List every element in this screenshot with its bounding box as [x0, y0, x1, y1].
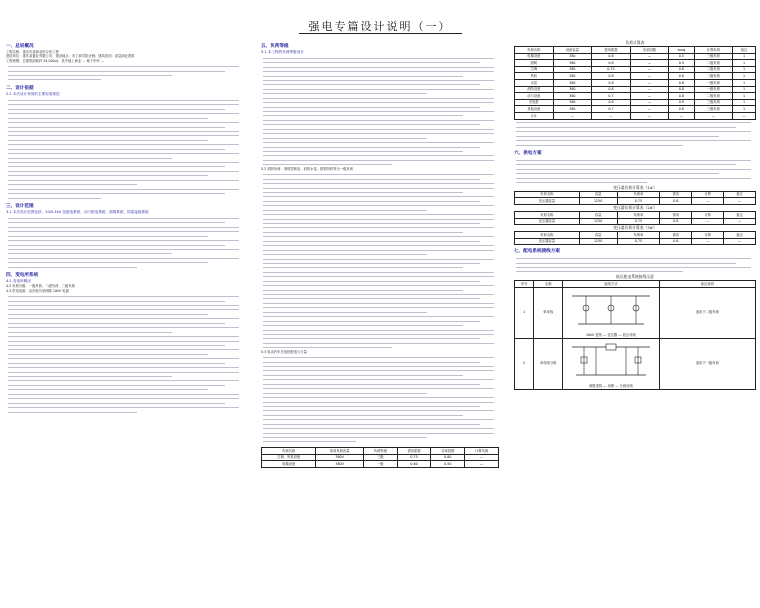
- table-cell: —: [724, 218, 756, 225]
- title-text: 强电专篇设计说明（一）: [299, 20, 462, 34]
- table-cell: 二级负荷: [694, 60, 733, 67]
- table-cell: 空调: [515, 66, 554, 73]
- table-cell: 0.8: [669, 106, 694, 113]
- table-cell: 适用于二级负荷: [659, 287, 755, 338]
- section-heading-wiring: 七、配电系统接线方案: [514, 249, 560, 255]
- table-header-row: [262, 448, 499, 455]
- table-cell: 充电桩: [515, 99, 554, 106]
- table-cell: 适用于一级负荷: [659, 338, 755, 389]
- table-header-cell: 计算负荷: [694, 47, 733, 54]
- table-cell: 合计: [515, 112, 554, 119]
- table-cell: 0.8: [669, 93, 694, 100]
- table-cell: 一级负荷: [694, 79, 733, 86]
- table-cell: 380: [553, 79, 592, 86]
- section-heading-substation: 四、变电所系统: [6, 273, 39, 279]
- section-heading-load: 五、负荷等级: [261, 44, 289, 49]
- load-summary-table: [261, 447, 499, 468]
- table-cell: 动力设备: [515, 93, 554, 100]
- table-cell: 1: [733, 73, 756, 80]
- table-header-cell: 计算负荷: [465, 448, 499, 455]
- substation-subheading: 4.1 变电所概况: [6, 279, 31, 284]
- table-cell: 0.75: [397, 454, 431, 461]
- table-cell: 0.9: [669, 60, 694, 67]
- table-cell: 三级负荷: [694, 53, 733, 60]
- table-header-cell: 接线方式: [563, 281, 659, 288]
- overview-item-2: 建设单位：重庆某置业有限公司；建设地点：市工商学院北侧；建筑类别：高层商业建筑: [6, 54, 135, 59]
- table-cell: 380: [553, 53, 592, 60]
- table-row: [515, 338, 756, 389]
- overview-item-1: 工程名称：重庆市某商业综合体工程: [6, 50, 59, 54]
- substation-para-1: 4.2 负荷分级：一级负荷、二级负荷、三级负荷: [6, 284, 75, 289]
- basis-subheading: 2.1 本次设计采用的主要标准规范：: [6, 92, 64, 97]
- table-cell: 380: [553, 73, 592, 80]
- load-subheading: 5.1 本工程的负荷等级划分: [261, 50, 304, 54]
- table-cell: 电梯设备: [262, 461, 316, 468]
- table-cell: —: [553, 112, 592, 119]
- table-cell: 变压器容量: [515, 238, 580, 245]
- table-cell: —: [630, 93, 669, 100]
- table-cell: 照明: [515, 60, 554, 67]
- wiring-desc-1: 10kV 进线 — 变压器 — 低压母线: [585, 333, 636, 338]
- section-heading-overview: 一、总说概况: [6, 44, 34, 49]
- page-title: [0, 18, 760, 34]
- transformer-table-1-title: 变压器负荷计算表（1#）: [613, 184, 657, 190]
- table-header-cell: 容量: [579, 232, 617, 239]
- table-cell: 0.8: [669, 79, 694, 86]
- table-cell: —: [692, 198, 724, 205]
- table-header-cell: 单项负荷容量: [316, 448, 364, 455]
- table-cell: 三级负荷: [694, 106, 733, 113]
- table-cell: 0.8: [669, 86, 694, 93]
- scope-subheading: 3.1 本次设计范围包括：10/0.4kV 变配电系统、动力配电系统、照明系统、防雷接地系统: [6, 210, 149, 215]
- table-row: [515, 86, 756, 93]
- table-header-cell: 备注: [733, 47, 756, 54]
- table-cell: —: [692, 218, 724, 225]
- table-cell: —: [669, 112, 694, 119]
- table-header-row: [515, 232, 756, 239]
- table-header-cell: 设备容量: [553, 47, 592, 54]
- transformer-table-2-title: 变压器负荷计算表（2#）: [613, 204, 657, 210]
- table-cell: 0.8: [660, 238, 692, 245]
- table-cell: 380: [553, 66, 592, 73]
- table-cell: 1: [733, 93, 756, 100]
- section-heading-basis: 二、设计依据: [6, 86, 34, 92]
- transformer-table-3: [514, 231, 756, 245]
- table-header-cell: 计算: [692, 211, 724, 218]
- table-cell: —: [630, 112, 669, 119]
- table-cell: 变压器容量: [515, 198, 580, 205]
- table-cell: 单母线分段: [534, 338, 563, 389]
- column-2: [261, 40, 499, 468]
- single-bus-diagram: [566, 288, 656, 332]
- table-cell: —: [630, 86, 669, 93]
- table-row: [515, 287, 756, 338]
- table-cell: 0.75: [617, 198, 660, 205]
- table-row: [515, 112, 756, 119]
- table-header-cell: 需用: [660, 211, 692, 218]
- table-cell: 0.8: [669, 73, 694, 80]
- table-header-cell: 计算: [692, 232, 724, 239]
- column-1: [6, 40, 244, 414]
- table-header-cell: 负荷名称: [262, 448, 316, 455]
- scope-text-lines: [6, 216, 244, 269]
- table-cell: 1: [733, 79, 756, 86]
- table-cell: 0.50: [431, 461, 465, 468]
- table-cell: —: [630, 66, 669, 73]
- table-header-cell: 容量: [579, 191, 617, 198]
- table-header-cell: 名称: [534, 281, 563, 288]
- table-row: [515, 106, 756, 113]
- table-cell: 380V: [316, 454, 364, 461]
- table-row: [515, 93, 756, 100]
- table-header-cell: 备注说明: [659, 281, 755, 288]
- table-header-cell: 负荷率: [617, 232, 660, 239]
- table-row: [515, 79, 756, 86]
- wiring-diagram-table: [514, 280, 756, 389]
- table-row: [515, 218, 756, 225]
- table-cell: 0.7: [592, 93, 631, 100]
- table-cell: 一级: [363, 461, 397, 468]
- table-row: [515, 99, 756, 106]
- load-notes-lines: [514, 121, 756, 148]
- table-header-row: [515, 191, 756, 198]
- basis-text-lines: [6, 98, 244, 200]
- load-text-lines-c: [261, 355, 499, 444]
- table-cell: 2: [515, 338, 534, 389]
- table-cell: 0.8: [592, 60, 631, 67]
- table-cell: 消防设备: [515, 86, 554, 93]
- table-header-cell: 备注: [724, 211, 756, 218]
- table-cell: 0.75: [592, 66, 631, 73]
- substation-para-2: 4.3 供电电源：由市政引来两路 10kV 电源: [6, 288, 69, 293]
- table-cell: 1: [733, 86, 756, 93]
- transformer-table-3-title: 变压器负荷计算表（3#）: [613, 225, 657, 231]
- table-cell: 一级负荷: [694, 86, 733, 93]
- table-cell: 380: [553, 106, 592, 113]
- table-row: [515, 198, 756, 205]
- table-header-cell: 负荷率: [617, 211, 660, 218]
- table-header-cell: 负荷名称: [515, 47, 554, 54]
- table-cell: —: [592, 112, 631, 119]
- table-cell: 二级负荷: [694, 93, 733, 100]
- table-header-cell: 计算: [692, 191, 724, 198]
- wiring-diagram-title: 低压配电系统接线示意: [616, 274, 654, 280]
- table-cell: 变压器容量: [515, 218, 580, 225]
- load-para-fire: 5.2 消防负荷：消防控制室、消防水泵、排烟风机等为一级负荷: [261, 166, 354, 171]
- table-cell: 其他设备: [515, 106, 554, 113]
- table-cell: —: [630, 79, 669, 86]
- section-heading-supply: 六、供电方案: [514, 151, 542, 157]
- wiring-desc-2: 两路进线 — 母联 — 分段母线: [588, 384, 633, 389]
- table-cell: 380V: [316, 461, 364, 468]
- table-cell: 0.8: [592, 73, 631, 80]
- table-cell: 1: [733, 53, 756, 60]
- load-calculation-body: [515, 53, 756, 119]
- table-cell: —: [465, 461, 499, 468]
- table-cell: 二级负荷: [694, 66, 733, 73]
- supply-text-lines: [514, 158, 756, 185]
- table-row: [515, 238, 756, 245]
- table-cell: 风机: [515, 73, 554, 80]
- column-3: [514, 40, 756, 390]
- load-para-ev: 5.3 电动汽车充电桩配电与计量: [261, 349, 307, 354]
- sectioned-bus-diagram: [566, 339, 656, 383]
- table-cell: 1: [733, 60, 756, 67]
- table-cell: 1: [515, 287, 534, 338]
- table-row: [515, 73, 756, 80]
- table-cell: 380: [553, 60, 592, 67]
- table-header-cell: tanφ: [669, 47, 694, 54]
- table-header-row: [515, 281, 756, 288]
- table-header-row: [515, 211, 756, 218]
- wiring-sketch-cell: [563, 338, 659, 389]
- table-cell: 0.8: [660, 198, 692, 205]
- table-cell: 三级: [363, 454, 397, 461]
- table-cell: —: [630, 60, 669, 67]
- table-cell: 1: [733, 99, 756, 106]
- table-cell: 1250: [579, 238, 617, 245]
- table-cell: —: [694, 112, 733, 119]
- table-cell: 空调、风机设备: [262, 454, 316, 461]
- table-header-cell: 需用系数: [592, 47, 631, 54]
- table-row: [515, 53, 756, 60]
- table-cell: 0.6: [592, 53, 631, 60]
- table-cell: 0.8: [660, 218, 692, 225]
- table-header-cell: 功率因数: [630, 47, 669, 54]
- table-header-cell: 需用系数: [397, 448, 431, 455]
- table-row: [515, 66, 756, 73]
- table-header-cell: 负荷名称: [515, 191, 580, 198]
- table-cell: 电梯设备: [515, 53, 554, 60]
- table-cell: 1: [733, 106, 756, 113]
- table-cell: 1250: [579, 198, 617, 205]
- table-cell: 1: [733, 66, 756, 73]
- table-header-cell: 备注: [724, 191, 756, 198]
- section-heading-scope: 三、设计范围: [6, 204, 34, 210]
- table-cell: 0.75: [617, 218, 660, 225]
- table-cell: 0.6: [592, 99, 631, 106]
- table-cell: 380: [553, 99, 592, 106]
- table-cell: —: [630, 106, 669, 113]
- table-cell: —: [465, 454, 499, 461]
- substation-text-lines: [6, 294, 244, 414]
- table-cell: —: [724, 198, 756, 205]
- table-row: [262, 461, 499, 468]
- table-cell: 380: [553, 93, 592, 100]
- table-header-cell: 需用: [660, 232, 692, 239]
- table-cell: 0.8: [669, 66, 694, 73]
- load-text-lines-a: [261, 56, 499, 167]
- table-cell: 三级负荷: [694, 99, 733, 106]
- table-header-cell: 负荷名称: [515, 211, 580, 218]
- table-header-cell: 功率因数: [431, 448, 465, 455]
- table-row: [262, 454, 499, 461]
- table-cell: 0.80: [431, 454, 465, 461]
- table-cell: —: [733, 112, 756, 119]
- wiring-sketch-cell: [563, 287, 659, 338]
- table-header-cell: 负荷名称: [515, 232, 580, 239]
- table-cell: —: [630, 99, 669, 106]
- table-cell: 0.8: [592, 79, 631, 86]
- table-cell: 0.9: [669, 99, 694, 106]
- transformer-table-1: [514, 191, 756, 205]
- table-header-cell: 容量: [579, 211, 617, 218]
- table-cell: 380: [553, 86, 592, 93]
- table-header-cell: 需用: [660, 191, 692, 198]
- table-cell: 水泵: [515, 79, 554, 86]
- transformer-table-2: [514, 211, 756, 225]
- table-cell: —: [630, 53, 669, 60]
- wiring-text-lines: [514, 256, 756, 274]
- table-cell: 0.5: [669, 53, 694, 60]
- table-header-cell: 序号: [515, 281, 534, 288]
- table-cell: 单母线: [534, 287, 563, 338]
- load-table-title: 负荷计算表: [625, 40, 645, 45]
- table-header-cell: 负荷率: [617, 191, 660, 198]
- load-text-lines-b: [261, 172, 499, 350]
- table-cell: 1250: [579, 218, 617, 225]
- table-row: [515, 60, 756, 67]
- table-cell: 0.60: [397, 461, 431, 468]
- table-header-cell: 负荷等级: [363, 448, 397, 455]
- overview-item-3: 工程规模：总建筑面积约 54,000㎡，其中地上商业 ... 地下车库 ...: [6, 58, 104, 63]
- table-cell: 0.8: [592, 86, 631, 93]
- table-cell: 0.7: [592, 106, 631, 113]
- table-cell: —: [692, 238, 724, 245]
- table-header-cell: 备注: [724, 232, 756, 239]
- table-cell: 二级负荷: [694, 73, 733, 80]
- overview-text-lines: [6, 64, 244, 82]
- table-header-row: [515, 47, 756, 54]
- table-cell: —: [724, 238, 756, 245]
- table-cell: 0.75: [617, 238, 660, 245]
- load-calculation-table: [514, 46, 756, 120]
- table-cell: —: [630, 73, 669, 80]
